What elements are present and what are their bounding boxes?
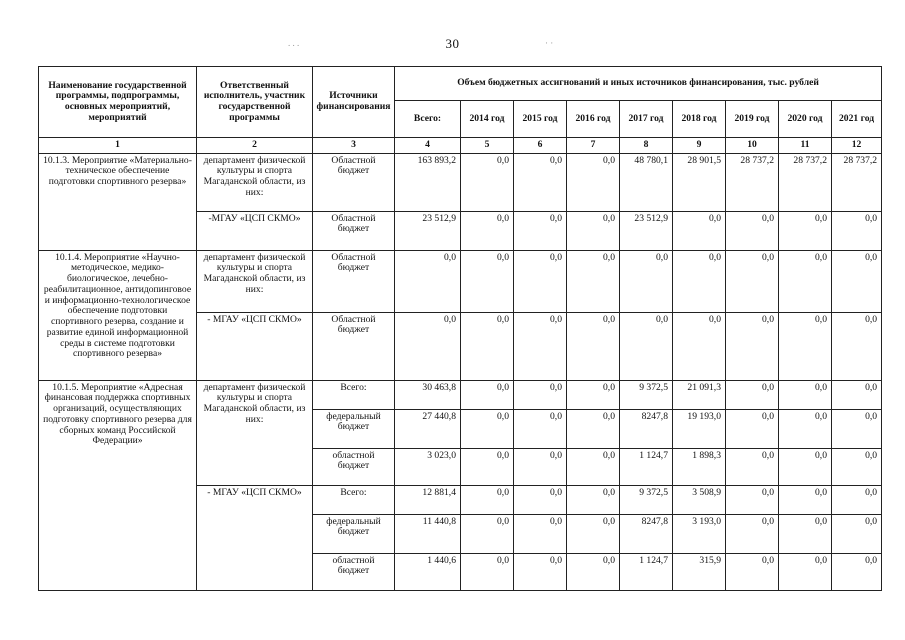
funding-source: областной бюджет <box>313 448 395 485</box>
amount-cell: 0,0 <box>461 514 514 553</box>
executor-name: -МГАУ «ЦСП СКМО» <box>197 211 313 250</box>
funding-source: Всего: <box>313 380 395 409</box>
header-year: 2019 год <box>726 101 779 138</box>
funding-source: федеральный бюджет <box>313 409 395 448</box>
column-index: 10 <box>726 138 779 154</box>
amount-cell: 0,0 <box>779 514 832 553</box>
amount-cell: 28 901,5 <box>673 153 726 211</box>
amount-cell: 0,0 <box>395 250 461 312</box>
amount-cell: 1 124,7 <box>620 553 673 590</box>
header-source: Источники финансирования <box>313 67 395 138</box>
funding-source: Областной бюджет <box>313 211 395 250</box>
amount-cell: 0,0 <box>779 553 832 590</box>
header-total: Всего: <box>395 101 461 138</box>
amount-cell: 315,9 <box>673 553 726 590</box>
amount-cell: 0,0 <box>461 211 514 250</box>
amount-cell: 30 463,8 <box>395 380 461 409</box>
amount-cell: 21 091,3 <box>673 380 726 409</box>
column-index: 5 <box>461 138 514 154</box>
page-number: 30 <box>445 36 460 51</box>
executor-name: - МГАУ «ЦСП СКМО» <box>197 312 313 380</box>
executor-name: - МГАУ «ЦСП СКМО» <box>197 485 313 590</box>
amount-cell: 0,0 <box>726 448 779 485</box>
amount-cell: 0,0 <box>567 514 620 553</box>
amount-cell: 0,0 <box>567 380 620 409</box>
amount-cell: 0,0 <box>567 312 620 380</box>
activity-name: 10.1.4. Мероприятие «Научно-методическое, медико-биологическое, лечебно-реабилитационное, антидопинговое и информационно-технологическое обеспечение подготовки спортивного резерва, создание и развитие единой информационной среды в системе подготовки спортивного резерва» <box>39 250 197 380</box>
amount-cell: 0,0 <box>779 250 832 312</box>
header-executor: Ответственный исполнитель, участник государственной программы <box>197 67 313 138</box>
executor-name: департамент физической культуры и спорта Магаданской области, из них: <box>197 153 313 211</box>
amount-cell: 0,0 <box>673 312 726 380</box>
amount-cell: 0,0 <box>461 312 514 380</box>
amount-cell: 0,0 <box>461 553 514 590</box>
column-index: 8 <box>620 138 673 154</box>
funding-source: Областной бюджет <box>313 312 395 380</box>
amount-cell: 0,0 <box>726 409 779 448</box>
header-year: 2020 год <box>779 101 832 138</box>
amount-cell: 0,0 <box>779 485 832 514</box>
funding-source: федеральный бюджет <box>313 514 395 553</box>
amount-cell: 28 737,2 <box>779 153 832 211</box>
executor-name: департамент физической культуры и спорта Магаданской области, из них: <box>197 380 313 485</box>
scan-artifact: · · <box>545 38 554 48</box>
table-row <box>39 250 882 312</box>
amount-cell: 19 193,0 <box>673 409 726 448</box>
amount-cell: 1 898,3 <box>673 448 726 485</box>
amount-cell: 0,0 <box>832 448 882 485</box>
amount-cell: 0,0 <box>779 312 832 380</box>
column-index: 2 <box>197 138 313 154</box>
amount-cell: 0,0 <box>514 409 567 448</box>
amount-cell: 0,0 <box>461 409 514 448</box>
funding-source: областной бюджет <box>313 553 395 590</box>
amount-cell: 0,0 <box>779 211 832 250</box>
amount-cell: 0,0 <box>567 553 620 590</box>
amount-cell: 0,0 <box>395 312 461 380</box>
amount-cell: 0,0 <box>514 211 567 250</box>
amount-cell: 0,0 <box>514 250 567 312</box>
column-index: 6 <box>514 138 567 154</box>
index-row <box>39 138 882 154</box>
header-row <box>39 67 882 101</box>
amount-cell: 0,0 <box>832 485 882 514</box>
column-index: 11 <box>779 138 832 154</box>
amount-cell: 0,0 <box>567 211 620 250</box>
header-name: Наименование государственной программы, подпрограммы, основных мероприятий, мероприятий <box>39 67 197 138</box>
amount-cell: 0,0 <box>832 380 882 409</box>
amount-cell: 0,0 <box>461 485 514 514</box>
column-index: 4 <box>395 138 461 154</box>
amount-cell: 0,0 <box>832 409 882 448</box>
amount-cell: 0,0 <box>567 409 620 448</box>
funding-source: Областной бюджет <box>313 250 395 312</box>
amount-cell: 1 440,6 <box>395 553 461 590</box>
amount-cell: 0,0 <box>514 485 567 514</box>
amount-cell: 0,0 <box>567 485 620 514</box>
amount-cell: 0,0 <box>726 514 779 553</box>
table-row <box>39 153 882 211</box>
table-body <box>39 67 882 591</box>
amount-cell: 0,0 <box>832 514 882 553</box>
amount-cell: 0,0 <box>673 250 726 312</box>
table-row <box>39 380 882 409</box>
column-index: 9 <box>673 138 726 154</box>
column-index: 7 <box>567 138 620 154</box>
amount-cell: 0,0 <box>832 312 882 380</box>
amount-cell: 0,0 <box>726 380 779 409</box>
column-index: 3 <box>313 138 395 154</box>
amount-cell: 0,0 <box>461 153 514 211</box>
amount-cell: 8247,8 <box>620 514 673 553</box>
activity-name: 10.1.3. Мероприятие «Материально-техническое обеспечение подготовки спортивного резерва» <box>39 153 197 250</box>
amount-cell: 0,0 <box>726 211 779 250</box>
amount-cell: 0,0 <box>832 553 882 590</box>
amount-cell: 0,0 <box>514 380 567 409</box>
amount-cell: 48 780,1 <box>620 153 673 211</box>
header-year: 2016 год <box>567 101 620 138</box>
amount-cell: 0,0 <box>779 380 832 409</box>
amount-cell: 0,0 <box>832 211 882 250</box>
header-year: 2018 год <box>673 101 726 138</box>
amount-cell: 27 440,8 <box>395 409 461 448</box>
amount-cell: 0,0 <box>726 485 779 514</box>
amount-cell: 11 440,8 <box>395 514 461 553</box>
budget-table <box>38 66 882 591</box>
amount-cell: 12 881,4 <box>395 485 461 514</box>
amount-cell: 0,0 <box>514 312 567 380</box>
amount-cell: 0,0 <box>620 250 673 312</box>
amount-cell: 3 023,0 <box>395 448 461 485</box>
amount-cell: 0,0 <box>514 153 567 211</box>
amount-cell: 3 193,0 <box>673 514 726 553</box>
amount-cell: 0,0 <box>832 250 882 312</box>
amount-cell: 9 372,5 <box>620 380 673 409</box>
amount-cell: 0,0 <box>620 312 673 380</box>
header-year: 2017 год <box>620 101 673 138</box>
column-index: 1 <box>39 138 197 154</box>
amount-cell: 0,0 <box>567 250 620 312</box>
amount-cell: 0,0 <box>567 153 620 211</box>
amount-cell: 163 893,2 <box>395 153 461 211</box>
amount-cell: 28 737,2 <box>726 153 779 211</box>
amount-cell: 9 372,5 <box>620 485 673 514</box>
header-volume: Объем бюджетных ассигнований и иных источников финансирования, тыс. рублей <box>395 67 882 101</box>
funding-source: Областной бюджет <box>313 153 395 211</box>
amount-cell: 0,0 <box>673 211 726 250</box>
header-year: 2015 год <box>514 101 567 138</box>
amount-cell: 0,0 <box>726 312 779 380</box>
amount-cell: 8247,8 <box>620 409 673 448</box>
amount-cell: 0,0 <box>514 553 567 590</box>
amount-cell: 0,0 <box>779 448 832 485</box>
amount-cell: 0,0 <box>461 448 514 485</box>
header-year: 2021 год <box>832 101 882 138</box>
column-index: 12 <box>832 138 882 154</box>
funding-source: Всего: <box>313 485 395 514</box>
amount-cell: 0,0 <box>567 448 620 485</box>
executor-name: департамент физической культуры и спорта Магаданской области, из них: <box>197 250 313 312</box>
amount-cell: 1 124,7 <box>620 448 673 485</box>
amount-cell: 3 508,9 <box>673 485 726 514</box>
amount-cell: 0,0 <box>461 380 514 409</box>
amount-cell: 0,0 <box>779 409 832 448</box>
amount-cell: 0,0 <box>461 250 514 312</box>
amount-cell: 28 737,2 <box>832 153 882 211</box>
amount-cell: 0,0 <box>514 514 567 553</box>
amount-cell: 23 512,9 <box>620 211 673 250</box>
activity-name: 10.1.5. Мероприятие «Адресная финансовая поддержка спортивных организаций, осуществляющих подготовку спортивного резерва для сборных команд Российской Федерации» <box>39 380 197 590</box>
amount-cell: 0,0 <box>726 553 779 590</box>
amount-cell: 23 512,9 <box>395 211 461 250</box>
header-year: 2014 год <box>461 101 514 138</box>
scan-artifact: . . . <box>288 38 300 48</box>
amount-cell: 0,0 <box>726 250 779 312</box>
amount-cell: 0,0 <box>514 448 567 485</box>
